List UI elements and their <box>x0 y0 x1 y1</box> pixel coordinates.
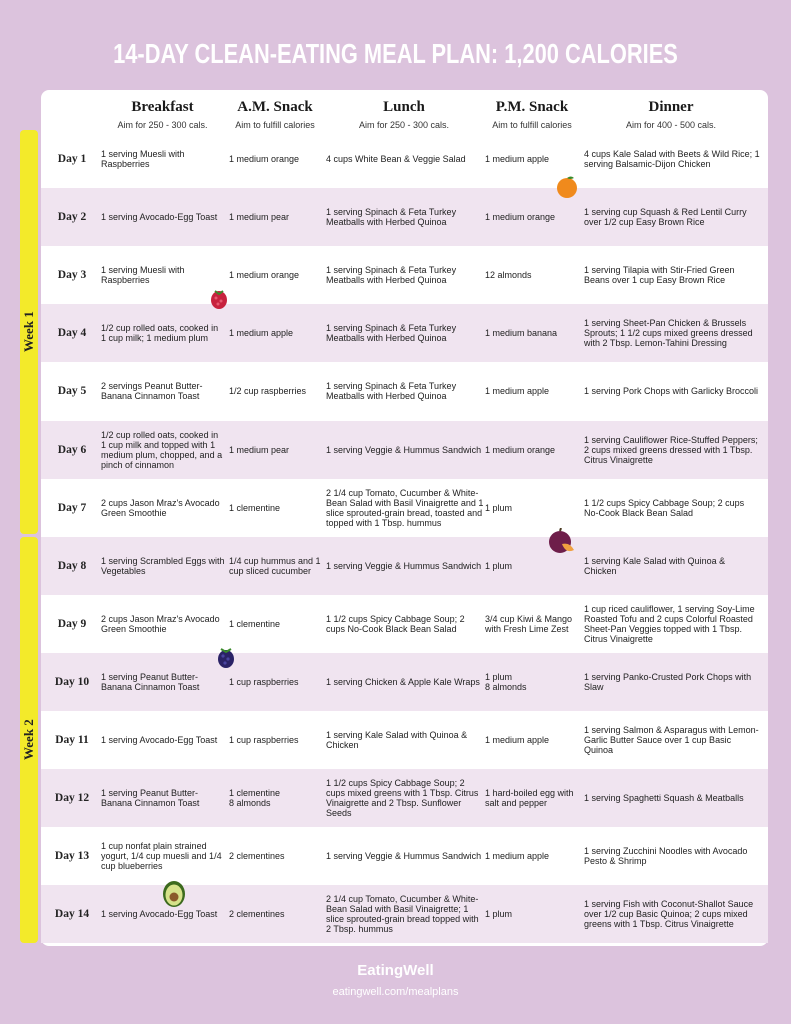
dinner-cell: 1 1/2 cups Spicy Cabbage Soup; 2 cups No-Cook Black Bean Salad <box>584 497 745 518</box>
avocado-icon <box>161 878 187 908</box>
day-label: Day 13 <box>54 850 90 863</box>
lunch-cell: 4 cups White Bean & Veggie Salad <box>326 154 466 164</box>
am-cell: 1/4 cup hummus and 1 cup sliced cucumber <box>229 555 321 576</box>
day-label: Day 9 <box>57 617 87 630</box>
lunch-cell: 1 1/2 cups Spicy Cabbage Soup; 2 cups mixed greens with 1 Tbsp. Citrus Vinaigrette and 2 Tbsp. Sunflower Seeds <box>326 778 479 819</box>
breakfast-cell: 1/2 cup rolled oats, cooked in 1 cup milk; 1 medium plum <box>101 323 219 344</box>
lunch-cell: 1 1/2 cups Spicy Cabbage Soup; 2 cups No-Cook Black Bean Salad <box>326 613 465 634</box>
table-row <box>41 827 768 885</box>
lunch-cell: 1 serving Chicken & Apple Kale Wraps <box>326 676 480 687</box>
lunch-cell: 1 serving Veggie & Hummus Sandwich <box>326 851 482 862</box>
dinner-cell: 1 serving cup Squash & Red Lentil Curry over 1/2 cup Easy Brown Rice <box>584 207 747 228</box>
dinner-cell: 1 serving Cauliflower Rice-Stuffed Peppers; 2 cups mixed greens dressed with 1 Tbsp. Citrus Vinaigrette <box>584 434 758 465</box>
pm-cell: 1 hard-boiled egg with salt and pepper <box>485 788 574 809</box>
orange-icon <box>555 175 579 199</box>
page-title: 14-DAY CLEAN-EATING MEAL PLAN: 1,200 CALORIES <box>113 38 678 69</box>
dinner-cell: 1 serving Kale Salad with Quinoa & Chicken <box>584 555 726 576</box>
dinner-cell: 1 serving Fish with Coconut-Shallot Sauce over 1/2 cup Basic Quinoa; 2 cups mixed greens with 1 Tbsp. Citrus Vinaigrette <box>584 899 754 930</box>
am-cell: 1 clementine <box>229 618 281 629</box>
table-row <box>41 188 768 246</box>
day-label: Day 6 <box>57 443 87 456</box>
table-row <box>41 246 768 304</box>
raspberry-icon <box>209 288 229 310</box>
blackberry-icon <box>216 645 236 669</box>
am-cell: 1 medium orange <box>229 154 300 164</box>
column-heading: Lunch <box>383 99 425 115</box>
column-heading: Dinner <box>648 99 694 115</box>
dinner-cell: 1 serving Sheet-Pan Chicken & Brussels Sprouts; 1 1/2 cups mixed greens dressed with 2 Tbsp. Lemon-Tahini Dressing <box>584 318 753 349</box>
lunch-cell: 1 serving Spinach & Feta Turkey Meatballs with Herbed Quinoa <box>326 381 457 402</box>
plum-icon <box>548 528 576 558</box>
column-header-pm-snack <box>483 99 581 130</box>
dinner-cell: 1 serving Zucchini Noodles with Avocado Pesto & Shrimp <box>584 846 748 867</box>
pm-cell: 3/4 cup Kiwi & Mango with Fresh Lime Zest <box>485 613 573 634</box>
week-2-label: Week 2 <box>21 719 36 761</box>
day-label: Day 10 <box>54 675 90 688</box>
lunch-cell: 1 serving Veggie & Hummus Sandwich <box>326 444 482 455</box>
breakfast-cell: 1 serving Muesli with Raspberries <box>101 149 185 169</box>
day-label: Day 2 <box>57 211 87 224</box>
day-label: Day 4 <box>57 327 87 340</box>
column-subheading: Aim for 250 - 300 cals. <box>117 120 208 130</box>
am-cell: 1 medium pear <box>229 444 290 455</box>
lunch-cell: 2 1/4 cup Tomato, Cucumber & White-Bean Salad with Basil Vinaigrette; 1 slice sprouted-grain bread topped with 2 Tbsp. hummus <box>326 894 479 935</box>
lunch-cell: 1 serving Spinach & Feta Turkey Meatballs with Herbed Quinoa <box>326 207 457 228</box>
am-cell: 1/2 cup raspberries <box>229 386 307 397</box>
pm-cell: 1 medium banana <box>485 328 558 339</box>
lunch-cell: 1 serving Veggie & Hummus Sandwich <box>326 560 482 571</box>
am-cell: 2 clementines <box>229 851 285 862</box>
breakfast-cell: 2 cups Jason Mraz's Avocado Green Smoothie <box>101 613 220 634</box>
table-row <box>41 885 768 943</box>
pm-cell: 1 medium apple <box>485 154 550 164</box>
lunch-cell: 1 serving Spinach & Feta Turkey Meatballs with Herbed Quinoa <box>326 323 457 344</box>
table-row <box>41 304 768 362</box>
column-header-breakfast <box>100 99 225 130</box>
day-label: Day 14 <box>54 908 90 921</box>
table-row <box>41 362 768 420</box>
pm-cell: 12 almonds <box>485 270 532 281</box>
column-heading: A.M. Snack <box>237 99 313 115</box>
column-header-am-snack <box>225 99 325 130</box>
table-row <box>41 537 768 595</box>
breakfast-cell: 1/2 cup rolled oats, cooked in 1 cup milk and topped with 1 medium plum, chopped, and a pinch of cinnamon <box>101 429 223 470</box>
footer-url[interactable]: eatingwell.com/mealplans <box>332 986 459 998</box>
day-label: Day 11 <box>55 734 89 746</box>
breakfast-cell: 1 serving Avocado-Egg Toast <box>101 212 218 223</box>
pm-cell: 1 plum <box>485 560 513 571</box>
am-cell: 2 clementines <box>229 909 285 920</box>
breakfast-cell: 1 serving Muesli with Raspberries <box>101 265 185 286</box>
am-cell: 1 medium pear <box>229 212 290 223</box>
breakfast-cell: 1 serving Peanut Butter-Banana Cinnamon Toast <box>101 788 200 809</box>
lunch-cell: 1 serving Spinach & Feta Turkey Meatballs with Herbed Quinoa <box>326 265 457 286</box>
table-row <box>41 653 768 711</box>
am-cell: 1 medium orange <box>229 270 300 281</box>
day-label: Day 1 <box>57 153 87 165</box>
day-label: Day 12 <box>54 792 90 805</box>
column-header-lunch <box>325 99 483 130</box>
lunch-cell: 2 1/4 cup Tomato, Cucumber & White-Bean Salad with Basil Vinaigrette and 1 slice sprouted-grain bread, toasted and topped with 1 Tbsp. hummus <box>326 487 484 528</box>
pm-cell: 1 medium apple <box>485 386 550 397</box>
day-label: Day 7 <box>57 501 87 514</box>
column-subheading: Aim for 400 - 500 cals. <box>625 120 717 130</box>
breakfast-cell: 1 serving Avocado-Egg Toast <box>101 735 218 745</box>
pm-cell: 1 medium apple <box>485 735 550 745</box>
pm-cell: 1 plum 8 almonds <box>485 671 527 692</box>
breakfast-cell: 2 servings Peanut Butter-Banana Cinnamon Toast <box>101 381 203 402</box>
pm-cell: 1 plum <box>485 909 513 920</box>
pm-cell: 1 medium apple <box>485 851 550 862</box>
am-cell: 1 clementine <box>229 502 281 513</box>
pm-cell: 1 medium orange <box>485 444 556 455</box>
lunch-cell: 1 serving Kale Salad with Quinoa & Chicken <box>326 730 468 750</box>
column-subheading: Aim to fulfill calories <box>235 120 315 130</box>
am-cell: 1 cup raspberries <box>229 735 299 745</box>
breakfast-cell: 1 cup nonfat plain strained yogurt, 1/4 cup muesli and 1/4 cup blueberries <box>101 841 222 872</box>
pm-cell: 1 medium orange <box>485 212 556 223</box>
table-row <box>41 421 768 479</box>
table-row <box>41 479 768 537</box>
dinner-cell: 1 serving Pork Chops with Garlicky Broccoli <box>584 386 759 397</box>
column-subheading: Aim for 250 - 300 cals. <box>358 120 450 130</box>
dinner-cell: 4 cups Kale Salad with Beets & Wild Rice; 1 serving Balsamic-Dijon Chicken <box>584 149 760 169</box>
week-1-label: Week 1 <box>21 311 36 353</box>
pm-cell: 1 plum <box>485 502 513 513</box>
table-row <box>41 130 768 188</box>
dinner-cell: 1 cup riced cauliflower, 1 serving Soy-Lime Roasted Tofu and 2 cups Colorful Roasted Sheet-Pan Veggies topped with 1 Tbsp. Citrus Vinaigrette <box>584 603 755 644</box>
breakfast-cell: 1 serving Avocado-Egg Toast <box>101 909 218 920</box>
table-row <box>41 595 768 653</box>
breakfast-cell: 1 serving Peanut Butter-Banana Cinnamon Toast <box>101 671 200 692</box>
dinner-cell: 1 serving Panko-Crusted Pork Chops with Slaw <box>584 671 752 692</box>
table-row <box>41 711 768 769</box>
breakfast-cell: 1 serving Scrambled Eggs with Vegetables <box>101 555 225 576</box>
day-label: Day 8 <box>57 559 87 572</box>
day-label: Day 3 <box>57 269 87 282</box>
column-heading: Breakfast <box>131 99 194 115</box>
dinner-cell: 1 serving Tilapia with Stir-Fried Green Beans over 1 cup Easy Brown Rice <box>584 265 735 286</box>
breakfast-cell: 2 cups Jason Mraz's Avocado Green Smoothie <box>101 497 220 518</box>
am-cell: 1 cup raspberries <box>229 676 299 687</box>
am-cell: 1 clementine 8 almonds <box>229 788 281 809</box>
column-heading: P.M. Snack <box>495 99 569 115</box>
day-label: Day 5 <box>57 385 87 398</box>
dinner-cell: 1 serving Salmon & Asparagus with Lemon-Garlic Butter Sauce over 1 cup Basic Quinoa <box>584 725 759 755</box>
eatingwell-logo: EatingWell <box>357 962 434 979</box>
dinner-cell: 1 serving Spaghetti Squash & Meatballs <box>584 793 744 804</box>
am-cell: 1 medium apple <box>229 328 294 339</box>
table-row <box>41 769 768 827</box>
column-subheading: Aim to fulfill calories <box>492 120 572 130</box>
column-header-dinner <box>581 99 761 130</box>
